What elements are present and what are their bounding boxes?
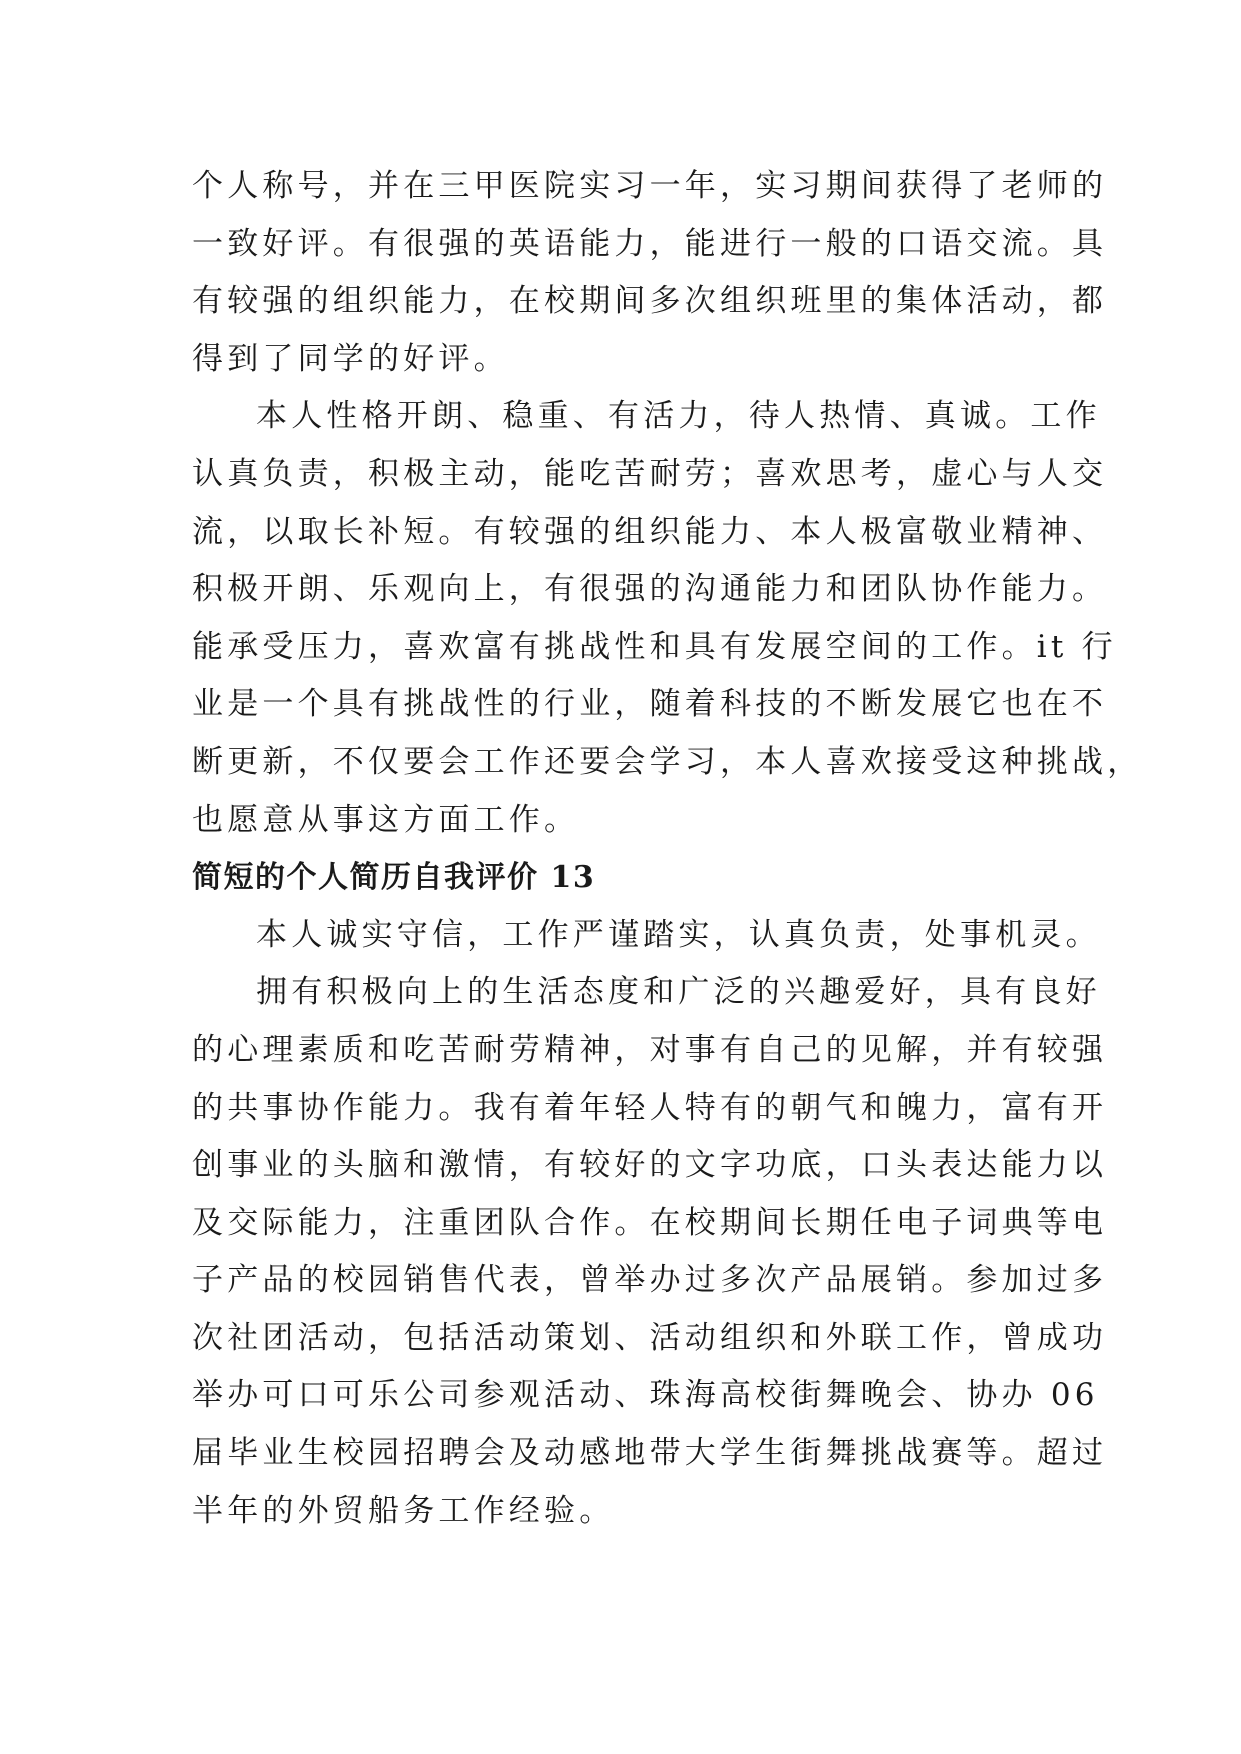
- paragraph-line: 届毕业生校园招聘会及动感地带大学生街舞挑战赛等。超过: [192, 1435, 1108, 1472]
- paragraph-line: 业是一个具有挑战性的行业，随着科技的不断发展它也在不: [192, 686, 1108, 723]
- paragraph-line: 有较强的组织能力，在校期间多次组织班里的集体活动，都: [192, 283, 1108, 320]
- paragraph-line: 流，以取长补短。有较强的组织能力、本人极富敬业精神、: [192, 513, 1108, 550]
- paragraph-line: 本人诚实守信，工作严谨踏实，认真负责，处事机灵。: [256, 916, 1101, 953]
- paragraph-line: 也愿意从事这方面工作。: [192, 801, 580, 838]
- paragraph-line: 本人性格开朗、稳重、有活力，待人热情、真诚。工作: [256, 398, 1101, 435]
- paragraph-line: 次社团活动，包括活动策划、活动组织和外联工作，曾成功: [192, 1319, 1108, 1356]
- paragraph-line: 的共事协作能力。我有着年轻人特有的朝气和魄力，富有开: [192, 1089, 1108, 1126]
- paragraph-line: 认真负责，积极主动，能吃苦耐劳；喜欢思考，虚心与人交: [192, 455, 1108, 492]
- paragraph-line: 积极开朗、乐观向上，有很强的沟通能力和团队协作能力。: [192, 571, 1108, 608]
- paragraph-line: 创事业的头脑和激情，有较好的文字功底，口头表达能力以: [192, 1147, 1108, 1184]
- paragraph-awards: [192, 158, 1108, 388]
- paragraph-line: 子产品的校园销售代表，曾举办过多次产品展销。参加过多: [192, 1262, 1108, 1299]
- paragraph-line: 举办可口可乐公司参观活动、珠海高校街舞晚会、协办 06: [192, 1377, 1099, 1414]
- paragraph-experience: [192, 964, 1108, 1540]
- paragraph-line: 半年的外贸船务工作经验。: [192, 1492, 615, 1529]
- paragraph-line: 能承受压力，喜欢富有挑战性和具有发展空间的工作。it 行: [192, 628, 1117, 665]
- document-body: [192, 158, 1143, 1540]
- paragraph-line: 断更新，不仅要会工作还要会学习，本人喜欢接受这种挑战，: [192, 743, 1143, 780]
- paragraph-line: 及交际能力，注重团队合作。在校期间长期任电子词典等电: [192, 1204, 1108, 1241]
- paragraph-line: 的心理素质和吃苦耐劳精神，对事有自己的见解，并有较强: [192, 1031, 1108, 1068]
- paragraph-personality: [192, 388, 1143, 849]
- paragraph-line: 一致好评。有很强的英语能力，能进行一般的口语交流。具: [192, 225, 1108, 262]
- paragraph-integrity: [192, 907, 1101, 965]
- paragraph-line: 得到了同学的好评。: [192, 340, 509, 377]
- section-heading: 简短的个人简历自我评价 13: [192, 860, 596, 896]
- paragraph-line: 拥有积极向上的生活态度和广泛的兴趣爱好，具有良好: [256, 974, 1101, 1011]
- paragraph-line: 个人称号，并在三甲医院实习一年，实习期间获得了老师的: [192, 168, 1108, 204]
